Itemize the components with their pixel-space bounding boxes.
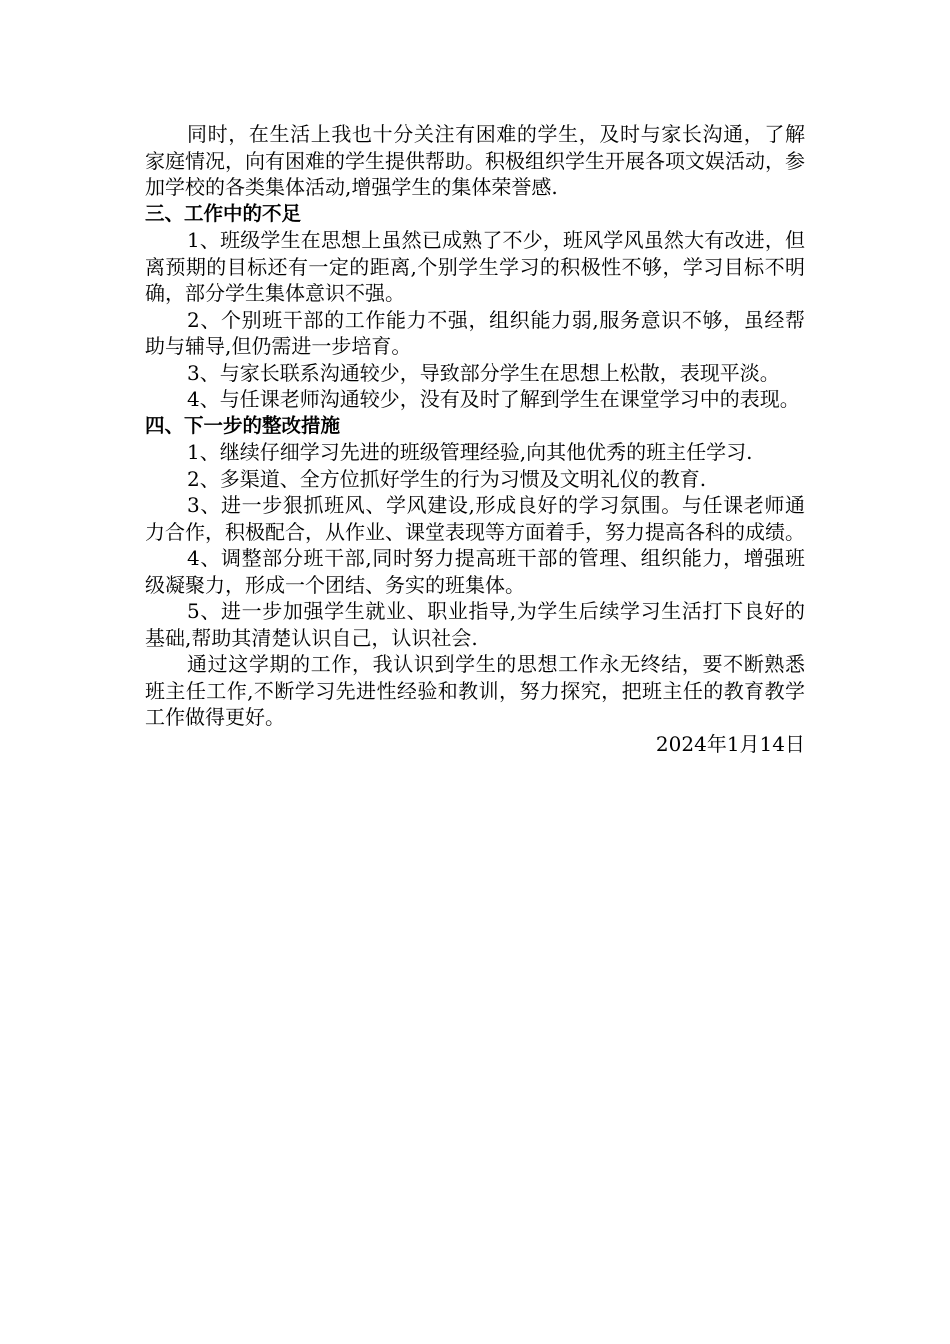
section-heading-shortcomings: 三、工作中的不足 <box>145 201 302 225</box>
measure-item-3: 3、进一步狠抓班风、学风建设,形成良好的学习氛围。与任课老师通力合作，积极配合，从作业、课堂表现等方面着手，努力提高各科的成绩。 <box>145 493 805 544</box>
document-date: 2024年1月14日 <box>655 731 805 756</box>
shortcoming-item-3: 3、与家长联系沟通较少，导致部分学生在思想上松散，表现平淡。 <box>187 360 780 385</box>
shortcoming-item-1: 1、班级学生在思想上虽然已成熟了不少，班风学风虽然大有改进，但离预期的目标还有一定的距离,个别学生学习的积极性不够，学习目标不明确，部分学生集体意识不强。 <box>145 228 805 305</box>
shortcoming-item-4: 4、与任课老师沟通较少，没有及时了解到学生在课堂学习中的表现。 <box>187 387 800 411</box>
measure-item-5: 5、进一步加强学生就业、职业指导,为学生后续学习生活打下良好的基础,帮助其清楚认识自己，认识社会. <box>145 599 805 650</box>
measure-item-1: 1、继续仔细学习先进的班级管理经验,向其他优秀的班主任学习. <box>187 440 753 464</box>
conclusion-paragraph: 通过这学期的工作，我认识到学生的思想工作永无终结，要不断熟悉班主任工作,不断学习先进性经验和教训，努力探究，把班主任的教育教学工作做得更好。 <box>145 652 805 729</box>
document-body <box>145 121 805 757</box>
measure-item-4: 4、调整部分班干部,同时努力提高班干部的管理、组织能力，增强班级凝聚力，形成一个团结、务实的班集体。 <box>145 546 805 597</box>
section-heading-measures: 四、下一步的整改措施 <box>145 413 341 437</box>
measure-item-2: 2、多渠道、全方位抓好学生的行为习惯及文明礼仪的教育. <box>187 466 707 491</box>
intro-paragraph: 同时，在生活上我也十分关注有困难的学生，及时与家长沟通，了解家庭情况，向有困难的学生提供帮助。积极组织学生开展各项文娱活动，参加学校的各类集体活动,增强学生的集体荣誉感. <box>145 122 805 199</box>
shortcoming-item-2: 2、个别班干部的工作能力不强，组织能力弱,服务意识不够，虽经帮助与辅导,但仍需进一步培育。 <box>145 307 805 358</box>
